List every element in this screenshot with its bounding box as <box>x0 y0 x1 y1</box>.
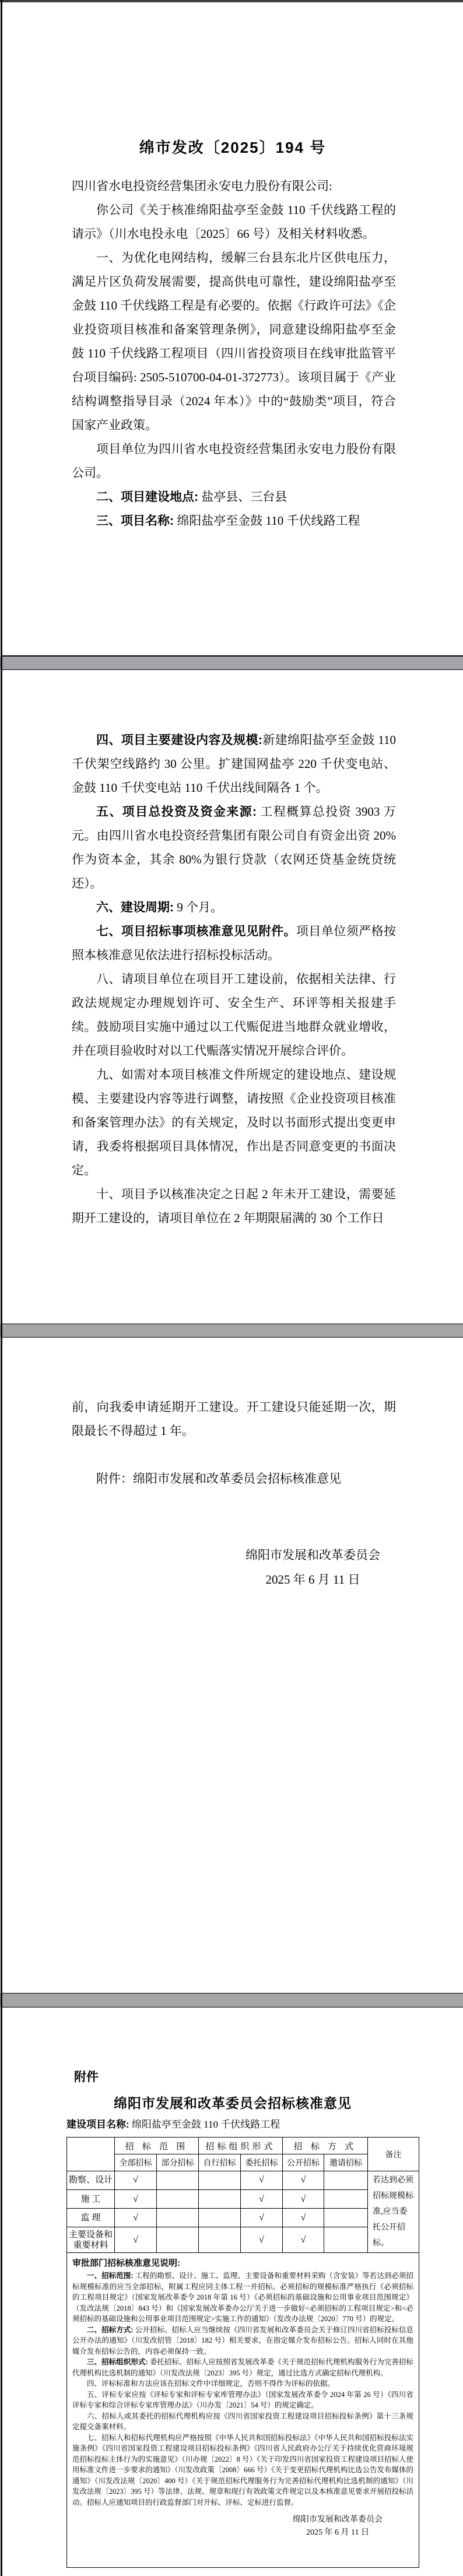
page-2 <box>2 669 463 1325</box>
paragraph-continuation: 前，向我委申请延期开工建设。开工建设只能延期一次，期限最长不得超过 1 年。 <box>72 1400 396 1438</box>
paragraph-intro: 你公司《关于核准绵阳盐亭至金鼓 110 千伏线路工程的请示》（川水电投永电〔2025〕66 号）及相关材料收悉。 <box>72 203 396 241</box>
checkmark: √ <box>283 2189 324 2209</box>
group-header: 招标组织形式 <box>199 2138 283 2154</box>
note-paragraph: 五、评标专家应按《评标专家和评标专家库管理办法》（国家发展改革委令 2024 年第 26 号）《四川省评标专家和综合评标专家库管理办法》（川办发〔2021〕54 号）的规定确定。 <box>72 2390 414 2409</box>
sub-header: 全部招标 <box>115 2154 157 2171</box>
viewer-top-edge <box>0 0 463 2</box>
empty-cell <box>157 2189 199 2209</box>
doc-number: 绵市发改〔2025〕194 号 <box>139 139 327 156</box>
group-header: 招 标 方 式 <box>283 2138 368 2154</box>
note-paragraph: 六、招标人或其委托的招标代理机构应按《四川省国家投资工程建设项目招标投标条例》第十三条规定提交备案材料。 <box>72 2412 414 2431</box>
empty-cell <box>157 2227 199 2253</box>
page-1 <box>2 2 463 657</box>
empty-cell <box>157 2171 199 2190</box>
corner-cell <box>67 2138 115 2171</box>
note-paragraph: 一、招标范围: 工程的勘察、设计、施工、监理、主要设备和重要材料采购（含安装）等若达到必须招标规模标准的应当全部招标，附属工程应同主体工程一并招标。必须招标的规模标准严格执行《必须招标的工程项目规定》（国家发展改革委令 2018 年第 16 号）《必须招标的基础设施和公用事业项目范围规定》（发改法规〔2018〕843 号）和《国家发展改革委办公厅关于进一步做好<必须招标的工程项目规定>和<必须招标的基础设施和公用事业项目范围规定>实施工作的通知》（发改办法规〔2020〕770 号）的规定。 <box>72 2272 414 2323</box>
checkmark: √ <box>241 2171 283 2190</box>
empty-cell <box>324 2209 368 2227</box>
page-3-body <box>72 1395 396 1491</box>
empty-cell <box>324 2171 368 2190</box>
attachment-reference: 附件：绵阳市发展和改革委员会招标核准意见 <box>96 1472 341 1486</box>
attachment-label: 附件 <box>74 2070 99 2084</box>
page-separator <box>0 1994 463 2007</box>
sub-header: 公开招标 <box>283 2154 324 2171</box>
approval-notes-cell <box>67 2253 419 2568</box>
paragraph-item9: 九、如需对本项目核准文件所规定的建设地点、建设规模、主要建设内容等进行调整，请按照《企业投资项目核准和备案管理办法》的有关规定，及时以书面形式提出变更申请，我委将根据项目具体情况，作出是否同意变更的书面决定。 <box>72 1068 396 1177</box>
bid-approval-table <box>66 2137 419 2568</box>
page-left-border <box>1 0 2 2576</box>
row-label: 施 工 <box>67 2189 115 2209</box>
checkmark: √ <box>241 2189 283 2209</box>
remark-cell: 若达到必须招标规模标准,应当委托公开招标。 <box>368 2171 419 2253</box>
paragraph-item2: 二、项目建设地点: 盐亭县、三台县 <box>96 490 287 504</box>
empty-cell <box>199 2189 241 2209</box>
note-paragraph: 七、招标人和招标代理机构应严格按照《中华人民共和国招标投标法》《中华人民共和国招标投标法实施条例》《四川省国家投资工程建设项目招标投标条例》《四川省人民政府办公厅关于持续优化营商环境规范招标投标主体行为的实施意见》（川办规〔2022〕8 号）《关于印发四川省国家投资工程建设项目招标人使用标准文件进一步要求的通知》（川发改政策〔2008〕666 号）《关于变更招标代理机构比选公告发布媒体的通知》（川发改法规〔2020〕400 号）《关于规范招标代理服务行为完善招标代理机构比选机制的通知》（川发改法规〔2023〕395 号）等法律、法规、规章和现行有效政策文件规定以及本核准意见要求开展招投标活动。招标人应通知项目的行政监督部门对开标、评标、定标进行监督。 <box>72 2433 414 2507</box>
page-3 <box>2 1337 463 1994</box>
salutation: 四川省水电投资经营集团永安电力股份有限公司: <box>72 179 332 193</box>
empty-cell <box>199 2209 241 2227</box>
signature-date: 2025 年 6 月 11 日 <box>265 1573 360 1587</box>
row-label: 主要设备和重要材料 <box>67 2227 115 2253</box>
attachment-signature: 绵阳市发展和改革委员会 2025 年 6 月 11 日 <box>293 2515 383 2537</box>
page-2-body <box>72 728 396 1230</box>
paragraph-item7: 七、项目招标事项核准意见见附件。项目单位须严格按照本核准意见依法进行招标投标活动。 <box>72 924 397 962</box>
empty-cell <box>324 2189 368 2209</box>
checkmark: √ <box>115 2209 157 2227</box>
group-header: 招 标 范 围 <box>115 2138 199 2154</box>
sub-header: 委托招标 <box>241 2154 283 2171</box>
note-paragraph: 四、评标标准和方法应该在招标文件中详细规定，否则不得作为评标的依据。 <box>87 2380 335 2388</box>
signer-name: 绵阳市发展和改革委员会 <box>245 1548 380 1562</box>
attachment-title: 绵阳市发展和改革委员会招标核准意见 <box>114 2096 352 2111</box>
page-separator <box>0 1324 463 1337</box>
blank-line <box>72 1443 396 1467</box>
checkmark: √ <box>283 2171 324 2190</box>
empty-cell <box>199 2227 241 2253</box>
checkmark: √ <box>115 2171 157 2190</box>
row-label: 勘察、设计 <box>67 2171 115 2190</box>
sub-header: 部分招标 <box>157 2154 199 2171</box>
page-4-attachment <box>2 2007 463 2576</box>
paragraph-item3: 三、项目名称: 绵阳盐亭至金鼓 110 千伏线路工程 <box>96 514 360 528</box>
checkmark: √ <box>241 2227 283 2253</box>
paragraph-unit: 项目单位为四川省水电投资经营集团永安电力股份有限公司。 <box>72 442 396 480</box>
checkmark: √ <box>241 2209 283 2227</box>
empty-cell <box>157 2209 199 2227</box>
note-paragraph: 二、招标方式: 公开招标。招标人应当继续按《四川省发展和改革委员会关于修订四川省招标投标信息公开办法的通知》（川发改招管〔2018〕182 号）相关要求，在指定媒介发布招标公告。招标人同时在其他媒介发布招标公告的，内容必须保持一致。 <box>72 2325 414 2356</box>
note-paragraph: 三、招标组织形式: 委托招标。招标人应按照省发展改革委《关于规范招标代理机构服务行为完善招标代理机构比选机制的通知》（川发改法规〔2023〕395 号）规定，通过比选方式确定招标代理机构。 <box>72 2358 414 2377</box>
paragraph-item4: 四、项目主要建设内容及规模:新建绵阳盐亭至金鼓 110 千伏架空线路约 30 公里。扩建国网盐亭 220 千伏变电站、金鼓 110 千伏变电站 110 千伏出线间隔各 1 个。 <box>72 733 396 795</box>
paragraph-item5: 五、项目总投资及资金来源: 工程概算总投资 3903 万元。由四川省水电投资经营集团有限公司自有资金出资 20%作为资本金，其余 80%为银行贷款（农网还贷基金统贷统还）。 <box>72 805 396 890</box>
page-1-body <box>72 174 396 533</box>
sub-header: 邀请招标 <box>324 2154 368 2171</box>
notes-title: 审批部门招标核准意见说明: <box>72 2258 180 2268</box>
checkmark: √ <box>283 2209 324 2227</box>
empty-cell <box>324 2227 368 2253</box>
paragraph-item8: 八、请项目单位在项目开工建设前，依据相关法律、行政法规规定办理规划许可、安全生产、环评等相关报建手续。鼓励项目实施中通过以工代赈促进当地群众就业增收，并在项目验收时对以工代赈落实情况开展综合评价。 <box>72 972 396 1058</box>
paragraph-item6: 六、建设周期: 9 个月。 <box>96 900 223 914</box>
row-label: 监 理 <box>67 2209 115 2227</box>
project-name-line: 建设项目名称: 绵阳盐亭至金鼓 110 千伏线路工程 <box>66 2119 280 2130</box>
page-separator <box>0 657 463 669</box>
signature-block <box>245 1543 380 1592</box>
checkmark: √ <box>115 2189 157 2209</box>
empty-cell <box>199 2171 241 2190</box>
remark-header: 备注 <box>368 2138 419 2171</box>
checkmark: √ <box>283 2227 324 2253</box>
paragraph-item10: 十、项目予以核准决定之日起 2 年未开工建设，需要延期开工建设的，请项目单位在 2 年期限届满的 30 个工作日 <box>72 1187 396 1225</box>
paragraph-item1: 一、为优化电网结构，缓解三台县东北片区供电压力，满足片区负荷发展需要，提高供电可靠性，建设绵阳盐亭至金鼓 110 千伏线路工程是有必要的。依据《行政许可法》《企业投资项目核准和备案管理条例》，同意建设绵阳盐亭至金鼓 110 千伏线路工程项目（四川省投资项目在线审批监管平台项目编码: 2505-510700-04-01-372773）。该项目属于《产业结构调整指导目录（2024 年本）》中的“鼓励类”项目，符合国家产业政策。 <box>72 251 396 432</box>
sub-header: 自行招标 <box>199 2154 241 2171</box>
checkmark: √ <box>115 2227 157 2253</box>
